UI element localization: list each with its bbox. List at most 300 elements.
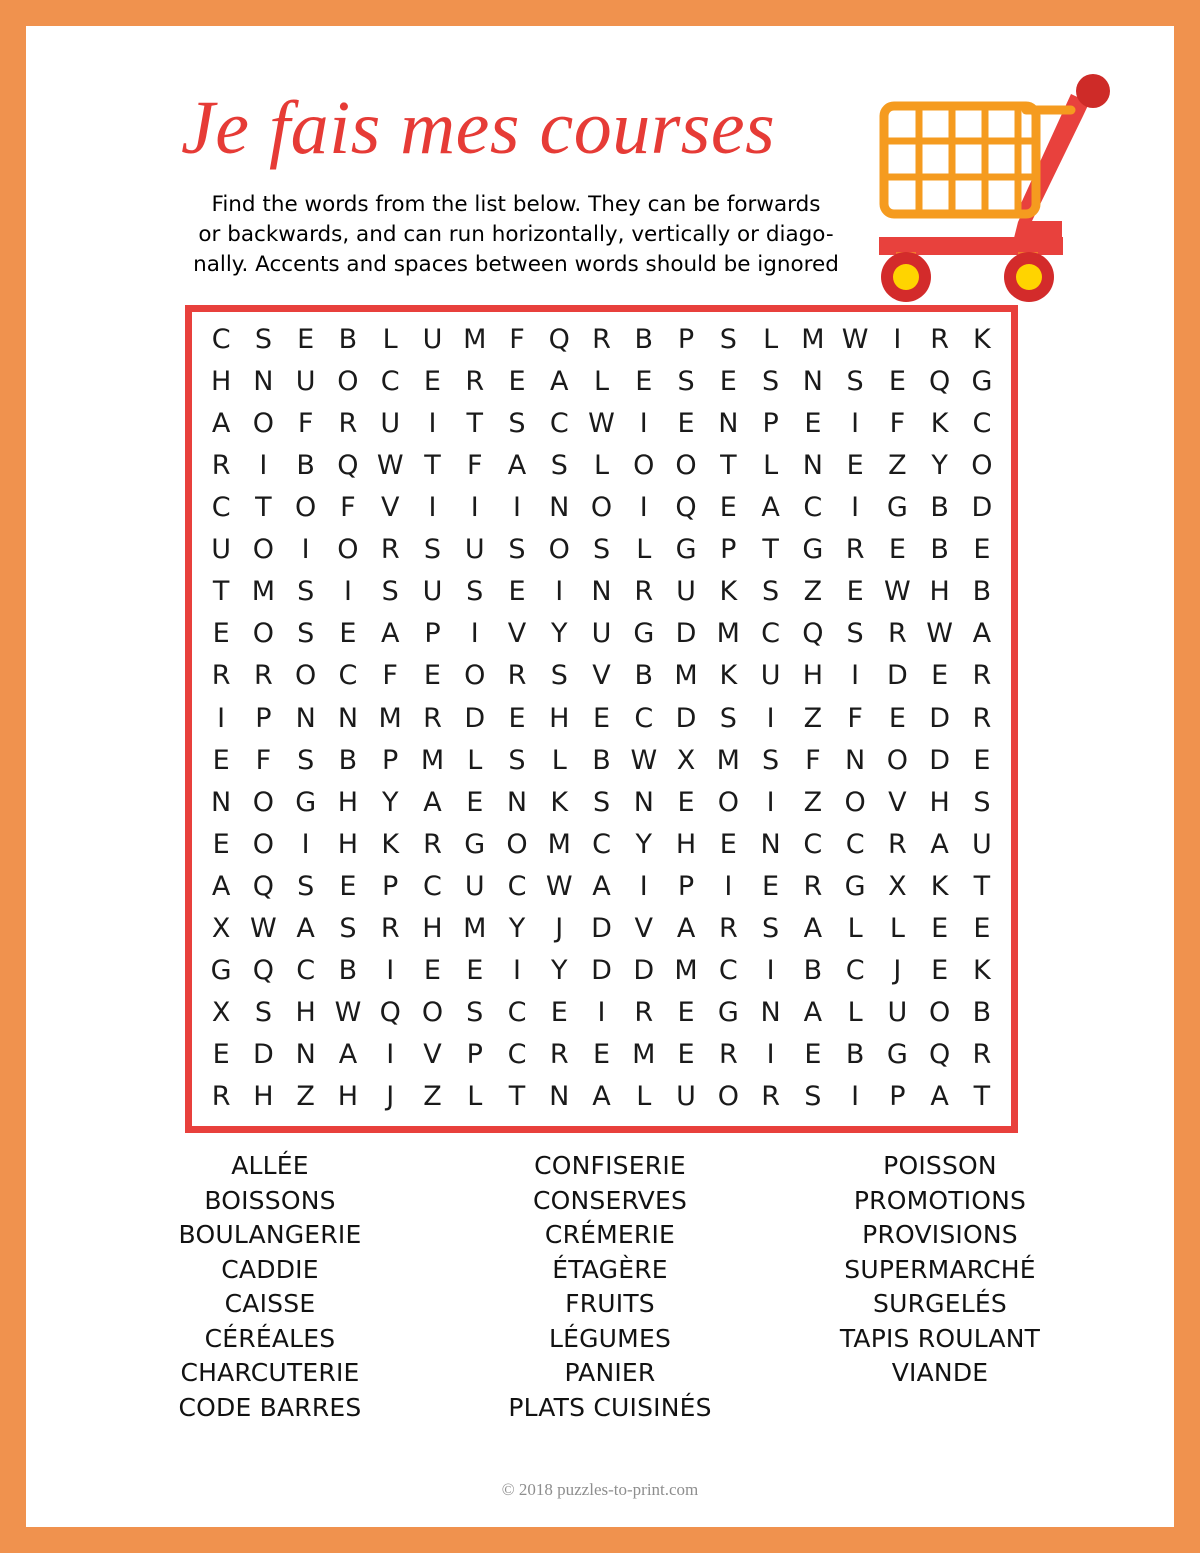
grid-cell[interactable]: A	[761, 491, 780, 523]
grid-cell[interactable]: E	[762, 870, 780, 902]
grid-cell[interactable]: E	[339, 618, 357, 650]
grid-cell[interactable]: W	[884, 576, 911, 608]
grid-cell[interactable]: Q	[675, 491, 697, 523]
grid-cell[interactable]: W	[588, 407, 615, 439]
grid-cell[interactable]: O	[464, 660, 486, 692]
grid-cell[interactable]: G	[844, 870, 866, 902]
grid-cell[interactable]: E	[508, 576, 526, 608]
grid-cell[interactable]: N	[506, 786, 528, 818]
grid-cell[interactable]: S	[423, 534, 442, 566]
grid-cell[interactable]: U	[380, 407, 401, 439]
grid-cell[interactable]: U	[972, 828, 992, 860]
grid-cell[interactable]: T	[212, 576, 230, 608]
grid-cell[interactable]: Z	[888, 449, 907, 481]
grid-cell[interactable]: M	[801, 323, 825, 355]
grid-cell[interactable]: I	[893, 323, 902, 355]
grid-cell[interactable]: A	[507, 449, 527, 481]
grid-cell[interactable]: T	[973, 1081, 991, 1113]
grid-cell[interactable]: I	[766, 955, 775, 987]
grid-cell[interactable]: P	[889, 1081, 906, 1113]
grid-cell[interactable]: I	[639, 491, 648, 523]
grid-cell[interactable]: Y	[931, 449, 948, 481]
grid-cell[interactable]: D	[675, 702, 697, 734]
grid-cell[interactable]: S	[719, 323, 737, 355]
grid-cell[interactable]: Y	[635, 828, 653, 860]
grid-cell[interactable]: R	[465, 365, 485, 397]
grid-cell[interactable]: I	[386, 1039, 395, 1071]
grid-cell[interactable]: A	[803, 997, 823, 1029]
grid-cell[interactable]: L	[847, 913, 863, 945]
word-list-item[interactable]: CONFISERIE	[534, 1151, 686, 1180]
word-list-item[interactable]: ALLÉE	[231, 1151, 309, 1180]
grid-cell[interactable]: S	[846, 365, 864, 397]
grid-cell[interactable]: K	[930, 870, 949, 902]
grid-cell[interactable]: I	[513, 491, 521, 523]
grid-cell[interactable]: B	[930, 534, 949, 566]
grid-cell[interactable]: I	[513, 955, 521, 987]
grid-cell[interactable]: C	[380, 365, 400, 397]
grid-cell[interactable]: G	[971, 365, 993, 397]
grid-cell[interactable]: E	[888, 702, 906, 734]
grid-cell[interactable]: M	[716, 744, 740, 776]
grid-cell[interactable]: U	[211, 534, 232, 566]
grid-cell[interactable]: M	[463, 323, 487, 355]
grid-cell[interactable]: B	[296, 449, 315, 481]
grid-cell[interactable]: H	[337, 1081, 359, 1113]
grid-cell[interactable]: N	[337, 702, 359, 734]
grid-cell[interactable]: B	[634, 660, 654, 692]
grid-cell[interactable]: R	[803, 870, 823, 902]
grid-cell[interactable]: E	[846, 576, 864, 608]
grid-cell[interactable]: Q	[252, 955, 275, 987]
grid-cell[interactable]: E	[677, 407, 695, 439]
grid-cell[interactable]: R	[380, 913, 400, 945]
word-list-item[interactable]: CAISSE	[224, 1289, 316, 1318]
grid-cell[interactable]: C	[718, 955, 738, 987]
grid-cell[interactable]: L	[636, 534, 652, 566]
grid-cell[interactable]: I	[217, 702, 226, 734]
grid-cell[interactable]: E	[973, 534, 991, 566]
grid-cell[interactable]: E	[466, 786, 484, 818]
grid-cell[interactable]: S	[762, 744, 780, 776]
grid-cell[interactable]: S	[550, 449, 568, 481]
grid-cell[interactable]: D	[971, 491, 993, 523]
grid-cell[interactable]: E	[212, 744, 230, 776]
grid-cell[interactable]: A	[930, 828, 949, 860]
grid-cell[interactable]: P	[720, 534, 737, 566]
grid-cell[interactable]: I	[301, 534, 310, 566]
grid-cell[interactable]: D	[591, 955, 612, 987]
grid-cell[interactable]: E	[592, 702, 611, 734]
grid-cell[interactable]: D	[464, 702, 486, 734]
grid-cell[interactable]: Z	[423, 1081, 442, 1113]
grid-cell[interactable]: J	[555, 913, 564, 945]
grid-cell[interactable]: M	[463, 913, 487, 945]
grid-cell[interactable]: F	[466, 449, 483, 481]
grid-cell[interactable]: S	[846, 618, 864, 650]
grid-cell[interactable]: I	[766, 1039, 775, 1071]
grid-cell[interactable]: V	[380, 491, 400, 523]
grid-cell[interactable]: O	[252, 534, 275, 566]
grid-cell[interactable]: R	[845, 534, 865, 566]
grid-cell[interactable]: F	[255, 744, 272, 776]
grid-cell[interactable]: Y	[381, 786, 399, 818]
word-list-item[interactable]: CÉRÉALES	[204, 1323, 336, 1353]
grid-cell[interactable]: S	[339, 913, 357, 945]
grid-cell[interactable]: H	[929, 576, 950, 608]
grid-cell[interactable]: E	[677, 786, 695, 818]
grid-cell[interactable]: D	[929, 744, 951, 776]
grid-cell[interactable]: H	[675, 828, 697, 860]
word-list-item[interactable]: PROVISIONS	[862, 1220, 1018, 1249]
grid-cell[interactable]: H	[549, 702, 570, 734]
grid-cell[interactable]: W	[630, 744, 658, 776]
grid-cell[interactable]: B	[803, 955, 823, 987]
grid-cell[interactable]: H	[337, 828, 359, 860]
grid-cell[interactable]: Y	[508, 913, 526, 945]
grid-cell[interactable]: I	[851, 407, 860, 439]
grid-cell[interactable]: I	[470, 491, 479, 523]
grid-cell[interactable]: B	[338, 955, 358, 987]
grid-cell[interactable]: G	[675, 534, 697, 566]
grid-cell[interactable]: R	[972, 660, 992, 692]
grid-cell[interactable]: S	[973, 786, 991, 818]
grid-cell[interactable]: R	[423, 702, 442, 734]
grid-cell[interactable]: R	[718, 1039, 738, 1071]
grid-cell[interactable]: Q	[337, 449, 359, 481]
grid-cell[interactable]: E	[888, 534, 906, 566]
grid-cell[interactable]: K	[973, 323, 991, 355]
grid-cell[interactable]: V	[423, 1039, 442, 1071]
grid-cell[interactable]: A	[803, 913, 823, 945]
grid-cell[interactable]: M	[251, 576, 276, 608]
grid-cell[interactable]: O	[886, 744, 909, 776]
grid-cell[interactable]: G	[295, 786, 317, 818]
grid-cell[interactable]: O	[252, 407, 275, 439]
grid-cell[interactable]: W	[926, 618, 953, 650]
grid-cell[interactable]: K	[719, 660, 738, 692]
grid-cell[interactable]: U	[422, 323, 443, 355]
grid-cell[interactable]: T	[424, 449, 441, 481]
grid-cell[interactable]: A	[972, 618, 992, 650]
grid-cell[interactable]: I	[766, 702, 775, 734]
grid-cell[interactable]: H	[929, 786, 950, 818]
grid-cell[interactable]: T	[720, 449, 737, 481]
grid-cell[interactable]: P	[382, 744, 399, 776]
grid-cell[interactable]: D	[633, 955, 655, 987]
grid-cell[interactable]: S	[508, 534, 526, 566]
grid-cell[interactable]: C	[507, 1039, 527, 1071]
grid-cell[interactable]: N	[760, 828, 781, 860]
grid-cell[interactable]: T	[255, 491, 272, 523]
grid-cell[interactable]: G	[886, 1039, 908, 1071]
grid-cell[interactable]: S	[804, 1081, 822, 1113]
grid-cell[interactable]: C	[507, 997, 527, 1029]
grid-cell[interactable]: Z	[803, 786, 823, 818]
word-list-item[interactable]: POISSON	[883, 1151, 997, 1180]
grid-cell[interactable]: S	[762, 913, 780, 945]
grid-cell[interactable]: A	[423, 786, 442, 818]
word-list-item[interactable]: CODE BARRES	[178, 1392, 362, 1422]
word-list-item[interactable]: PROMOTIONS	[853, 1185, 1027, 1215]
grid-cell[interactable]: G	[886, 491, 908, 523]
grid-cell[interactable]: O	[971, 449, 993, 481]
grid-cell[interactable]: Q	[802, 618, 824, 650]
grid-cell[interactable]: N	[845, 744, 866, 776]
grid-cell[interactable]: M	[378, 702, 402, 734]
grid-cell[interactable]: O	[675, 449, 697, 481]
grid-cell[interactable]: E	[550, 997, 568, 1029]
grid-cell[interactable]: D	[253, 1039, 274, 1071]
grid-cell[interactable]: V	[507, 618, 527, 650]
grid-cell[interactable]: O	[252, 786, 275, 818]
grid-cell[interactable]: M	[674, 955, 698, 987]
grid-cell[interactable]: L	[763, 323, 779, 355]
grid-cell[interactable]: S	[254, 997, 272, 1029]
grid-cell[interactable]: O	[506, 828, 528, 860]
grid-cell[interactable]: V	[634, 913, 654, 945]
grid-cell[interactable]: P	[677, 870, 695, 902]
grid-cell[interactable]: T	[508, 1081, 526, 1113]
grid-cell[interactable]: U	[464, 534, 485, 566]
grid-cell[interactable]: E	[423, 365, 441, 397]
grid-cell[interactable]: N	[633, 786, 654, 818]
grid-cell[interactable]: R	[972, 702, 992, 734]
grid-cell[interactable]: O	[337, 365, 359, 397]
grid-cell[interactable]: S	[297, 744, 315, 776]
grid-cell[interactable]: P	[466, 1039, 483, 1071]
grid-cell[interactable]: X	[211, 997, 231, 1029]
grid-cell[interactable]: S	[297, 870, 315, 902]
grid-cell[interactable]: H	[422, 913, 443, 945]
grid-cell[interactable]: N	[253, 365, 274, 397]
grid-cell[interactable]: A	[211, 407, 231, 439]
grid-cell[interactable]: S	[297, 618, 315, 650]
grid-cell[interactable]: O	[252, 828, 275, 860]
grid-cell[interactable]: Y	[551, 618, 568, 650]
grid-cell[interactable]: C	[761, 618, 781, 650]
grid-cell[interactable]: G	[210, 955, 232, 987]
grid-cell[interactable]: E	[931, 660, 949, 692]
grid-cell[interactable]: C	[211, 491, 231, 523]
word-list-item[interactable]: CRÉMERIE	[544, 1220, 676, 1249]
grid-cell[interactable]: F	[805, 744, 821, 776]
grid-cell[interactable]: R	[380, 534, 400, 566]
grid-cell[interactable]: A	[338, 1039, 358, 1071]
grid-cell[interactable]: S	[762, 365, 780, 397]
word-list-item[interactable]: TAPIS ROULANT	[839, 1323, 1041, 1353]
grid-cell[interactable]: Z	[803, 702, 823, 734]
grid-cell[interactable]: A	[296, 913, 315, 945]
grid-cell[interactable]: C	[423, 870, 442, 902]
grid-cell[interactable]: P	[762, 407, 779, 439]
grid-cell[interactable]: P	[255, 702, 272, 734]
grid-cell[interactable]: N	[591, 576, 612, 608]
grid-cell[interactable]: R	[930, 323, 950, 355]
grid-cell[interactable]: F	[847, 702, 863, 734]
grid-cell[interactable]: S	[508, 744, 526, 776]
grid-cell[interactable]: K	[973, 955, 991, 987]
grid-cell[interactable]: V	[888, 786, 907, 818]
grid-cell[interactable]: T	[466, 407, 483, 439]
grid-cell[interactable]: C	[296, 955, 316, 987]
grid-cell[interactable]: U	[676, 1081, 696, 1113]
grid-cell[interactable]: A	[676, 913, 696, 945]
grid-cell[interactable]: C	[634, 702, 654, 734]
grid-cell[interactable]: E	[212, 1039, 230, 1071]
grid-cell[interactable]: B	[845, 1039, 865, 1071]
grid-cell[interactable]: U	[295, 365, 316, 397]
grid-cell[interactable]: U	[422, 576, 443, 608]
grid-cell[interactable]: U	[887, 997, 908, 1029]
grid-cell[interactable]: T	[973, 870, 991, 902]
grid-cell[interactable]: E	[423, 660, 441, 692]
grid-cell[interactable]: S	[381, 576, 399, 608]
grid-cell[interactable]: M	[547, 828, 571, 860]
grid-cell[interactable]: W	[334, 997, 362, 1029]
grid-cell[interactable]: S	[550, 660, 568, 692]
grid-cell[interactable]: R	[549, 1039, 569, 1071]
grid-cell[interactable]: P	[424, 618, 441, 650]
grid-cell[interactable]: Q	[929, 1039, 951, 1071]
grid-cell[interactable]: B	[338, 744, 358, 776]
grid-cell[interactable]: H	[253, 1081, 274, 1113]
grid-cell[interactable]: E	[635, 365, 653, 397]
grid-cell[interactable]: L	[763, 449, 779, 481]
word-list-item[interactable]: VIANDE	[891, 1358, 989, 1387]
grid-cell[interactable]: O	[295, 491, 317, 523]
grid-cell[interactable]: V	[592, 660, 611, 692]
grid-cell[interactable]: E	[888, 365, 906, 397]
grid-cell[interactable]: O	[337, 534, 359, 566]
grid-cell[interactable]: H	[210, 365, 232, 397]
grid-cell[interactable]: K	[550, 786, 569, 818]
grid-cell[interactable]: E	[212, 828, 230, 860]
grid-cell[interactable]: D	[886, 660, 908, 692]
grid-cell[interactable]: Q	[252, 870, 275, 902]
grid-cell[interactable]: S	[677, 365, 695, 397]
grid-cell[interactable]: N	[718, 407, 739, 439]
grid-cell[interactable]: Z	[296, 1081, 315, 1113]
grid-cell[interactable]: E	[931, 913, 949, 945]
grid-cell[interactable]: N	[549, 491, 570, 523]
grid-cell[interactable]: O	[633, 449, 655, 481]
grid-cell[interactable]: S	[719, 702, 737, 734]
grid-cell[interactable]: O	[548, 534, 570, 566]
grid-cell[interactable]: F	[340, 491, 356, 523]
grid-cell[interactable]: E	[719, 828, 737, 860]
grid-cell[interactable]: I	[597, 997, 606, 1029]
grid-cell[interactable]: N	[802, 365, 823, 397]
word-list-item[interactable]: BOULANGERIE	[178, 1220, 362, 1249]
grid-cell[interactable]: C	[845, 828, 865, 860]
grid-cell[interactable]: B	[930, 491, 949, 523]
grid-cell[interactable]: R	[338, 407, 358, 439]
word-list-item[interactable]: PANIER	[564, 1358, 656, 1387]
grid-cell[interactable]: U	[676, 576, 696, 608]
grid-cell[interactable]: A	[211, 870, 231, 902]
grid-cell[interactable]: S	[762, 576, 780, 608]
grid-cell[interactable]: F	[889, 407, 906, 439]
grid-cell[interactable]: D	[929, 702, 951, 734]
grid-cell[interactable]: A	[380, 618, 400, 650]
grid-cell[interactable]: E	[931, 955, 949, 987]
grid-cell[interactable]: H	[337, 786, 359, 818]
word-list-item[interactable]: CHARCUTERIE	[180, 1358, 360, 1387]
grid-cell[interactable]: L	[636, 1081, 652, 1113]
grid-cell[interactable]: X	[676, 744, 696, 776]
word-list-item[interactable]: BOISSONS	[204, 1185, 336, 1215]
grid-cell[interactable]: E	[973, 744, 991, 776]
grid-cell[interactable]: L	[594, 365, 610, 397]
grid-cell[interactable]: W	[376, 449, 404, 481]
grid-cell[interactable]: L	[847, 997, 863, 1029]
grid-cell[interactable]: C	[549, 407, 569, 439]
grid-cell[interactable]: I	[301, 828, 310, 860]
grid-cell[interactable]: R	[211, 449, 231, 481]
grid-cell[interactable]: C	[803, 491, 823, 523]
grid-cell[interactable]: R	[423, 828, 442, 860]
grid-cell[interactable]: Q	[379, 997, 401, 1029]
word-list-item[interactable]: SUPERMARCHÉ	[844, 1254, 1036, 1284]
grid-cell[interactable]: K	[381, 828, 400, 860]
grid-cell[interactable]: N	[802, 449, 823, 481]
grid-cell[interactable]: M	[420, 744, 445, 776]
grid-cell[interactable]: E	[804, 407, 822, 439]
grid-cell[interactable]: H	[295, 997, 316, 1029]
grid-cell[interactable]: J	[893, 955, 902, 987]
grid-cell[interactable]: C	[507, 870, 527, 902]
grid-cell[interactable]: I	[470, 618, 479, 650]
grid-cell[interactable]: R	[254, 660, 273, 692]
grid-cell[interactable]: E	[212, 618, 230, 650]
grid-cell[interactable]: R	[211, 1081, 231, 1113]
grid-cell[interactable]: I	[428, 407, 437, 439]
grid-cell[interactable]: K	[719, 576, 738, 608]
grid-cell[interactable]: P	[382, 870, 399, 902]
grid-cell[interactable]: Z	[803, 576, 823, 608]
grid-cell[interactable]: G	[717, 997, 739, 1029]
grid-cell[interactable]: S	[592, 534, 611, 566]
word-list-item[interactable]: LÉGUMES	[548, 1323, 672, 1353]
grid-cell[interactable]: B	[634, 323, 654, 355]
grid-cell[interactable]: E	[508, 365, 526, 397]
grid-cell[interactable]: I	[555, 576, 564, 608]
grid-cell[interactable]: L	[382, 323, 398, 355]
grid-cell[interactable]: F	[509, 323, 525, 355]
grid-cell[interactable]: X	[888, 870, 907, 902]
grid-cell[interactable]: R	[888, 828, 907, 860]
grid-cell[interactable]: E	[423, 955, 441, 987]
word-list-item[interactable]: SURGELÉS	[873, 1289, 1007, 1318]
grid-cell[interactable]: E	[592, 1039, 611, 1071]
grid-cell[interactable]: O	[421, 997, 444, 1029]
word-list-item[interactable]: PLATS CUISINÉS	[508, 1392, 712, 1422]
grid-cell[interactable]: L	[467, 744, 483, 776]
grid-cell[interactable]: O	[844, 786, 866, 818]
grid-cell[interactable]: I	[386, 955, 395, 987]
grid-cell[interactable]: G	[802, 534, 824, 566]
grid-cell[interactable]: S	[508, 407, 526, 439]
grid-cell[interactable]: L	[594, 449, 610, 481]
grid-cell[interactable]: U	[591, 618, 612, 650]
grid-cell[interactable]: D	[675, 618, 697, 650]
grid-cell[interactable]: F	[382, 660, 398, 692]
word-list-item[interactable]: CONSERVES	[532, 1185, 688, 1215]
grid-cell[interactable]: S	[466, 997, 484, 1029]
grid-cell[interactable]: J	[386, 1081, 395, 1113]
grid-cell[interactable]: S	[297, 576, 315, 608]
